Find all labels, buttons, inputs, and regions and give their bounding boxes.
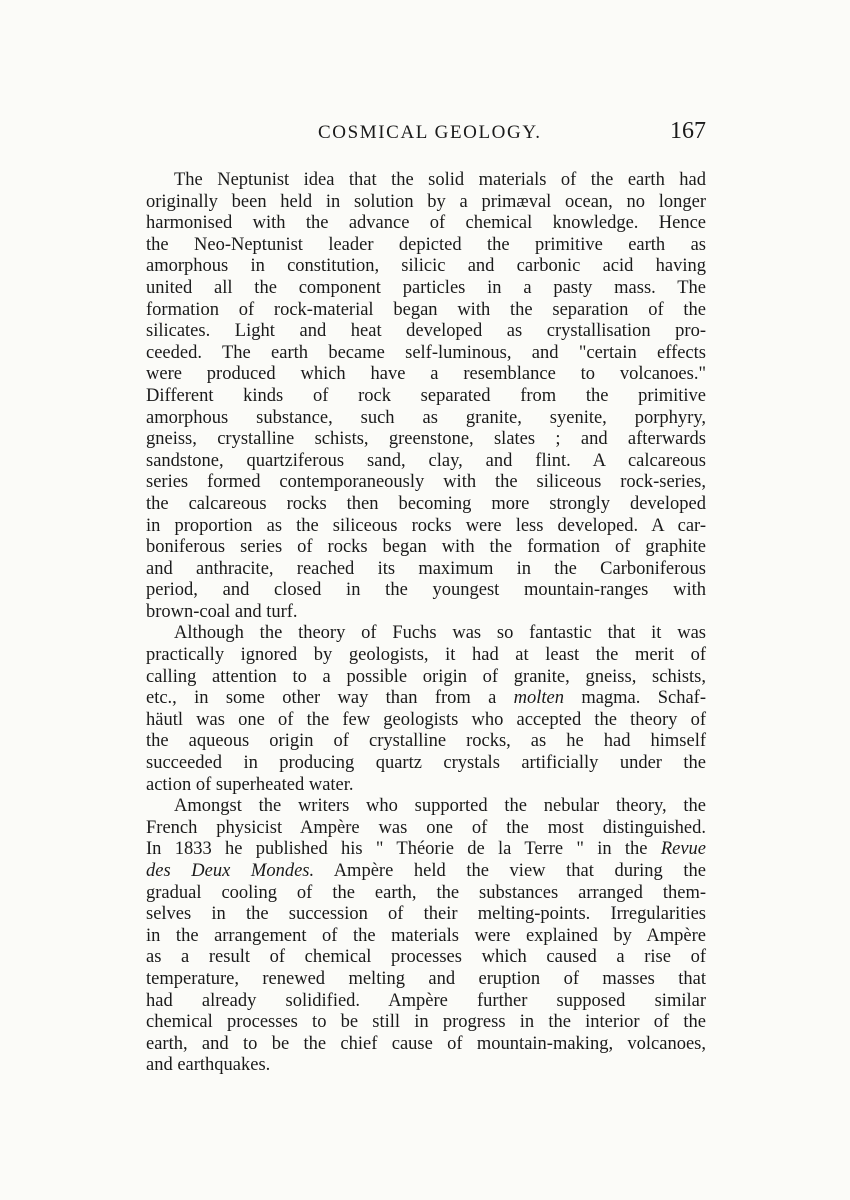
text-line: in the arrangement of the materials were explained by Ampère (146, 925, 706, 946)
text-line: temperature, renewed melting and eruption of masses that (146, 968, 706, 989)
text-line: Although the theory of Fuchs was so fantastic that it was (174, 623, 706, 644)
text-line: action of superheated water. (146, 774, 354, 795)
text-line: and earthquakes. (146, 1055, 271, 1076)
text-line: the aqueous origin of crystalline rocks, as he had himself (146, 731, 706, 752)
text-line: selves in the succession of their melting-points. Irregularities (146, 904, 706, 925)
page-number: 167 (670, 118, 706, 144)
text-line: ceeded. The earth became self-luminous, and "certain effects (146, 342, 706, 363)
text-line-with-italic (146, 839, 706, 861)
text-line: and anthracite, reached its maximum in the Carboniferous (146, 558, 706, 579)
text-line: were produced which have a resemblance to volcanoes." (146, 364, 706, 385)
text-segment: magma. Schaf- (564, 688, 706, 709)
body-text (146, 170, 706, 1077)
text-line: period, and closed in the youngest mountain-ranges with (146, 580, 706, 601)
text-line: in proportion as the siliceous rocks were less developed. A car- (146, 515, 706, 536)
italic-journal-title: des Deux Mondes. (146, 861, 315, 881)
text-line: series formed contemporaneously with the siliceous rock-series, (146, 472, 706, 493)
text-line: häutl was one of the few geologists who accepted the theory of (146, 709, 706, 730)
text-line: as a result of chemical processes which caused a rise of (146, 947, 706, 968)
text-line: brown-coal and turf. (146, 601, 298, 622)
text-line: chemical processes to be still in progress in the interior of the (146, 1012, 706, 1033)
text-line: united all the component particles in a pasty mass. The (146, 277, 706, 298)
paragraph-3 (146, 796, 706, 1077)
text-line: French physicist Ampère was one of the most distinguished. (146, 817, 706, 838)
text-line: The Neptunist idea that the solid materials of the earth had (174, 170, 706, 190)
text-line: sandstone, quartziferous sand, clay, and flint. A calcareous (146, 450, 706, 471)
text-line-with-italic (146, 688, 706, 710)
paragraph-2 (146, 623, 706, 796)
italic-word: molten (513, 688, 564, 709)
paragraph-1 (146, 170, 706, 623)
text-line: silicates. Light and heat developed as crystallisation pro- (146, 321, 706, 342)
text-line: succeeded in producing quartz crystals artificially under the (146, 753, 706, 774)
text-segment: In 1833 he published his " Théorie de la Terre " in the (146, 839, 661, 860)
text-line: had already solidified. Ampère further supposed similar (146, 990, 706, 1011)
text-line: practically ignored by geologists, it had at least the merit of (146, 645, 706, 666)
text-segment: etc., in some other way than from a (146, 688, 514, 709)
text-line: Amongst the writers who supported the nebular theory, the (174, 796, 706, 817)
text-line: the Neo-Neptunist leader depicted the primitive earth as (146, 234, 706, 255)
text-line: formation of rock-material began with the separation of the (146, 299, 706, 320)
text-line: harmonised with the advance of chemical knowledge. Hence (146, 213, 706, 234)
text-line: Different kinds of rock separated from the primitive (146, 385, 706, 406)
text-line-with-italic (146, 861, 706, 883)
running-head (146, 118, 706, 152)
text-line: the calcareous rocks then becoming more strongly developed (146, 493, 706, 514)
text-line: gneiss, crystalline schists, greenstone, slates ; and afterwards (146, 429, 706, 450)
running-title: COSMICAL GEOLOGY. (318, 122, 542, 143)
italic-journal-title: Revue (660, 839, 706, 860)
text-line: boniferous series of rocks began with the formation of graphite (146, 537, 706, 558)
text-line: originally been held in solution by a primæval ocean, no longer (146, 191, 706, 212)
text-line: earth, and to be the chief cause of mountain-making, volcanoes, (146, 1033, 706, 1054)
text-line: amorphous substance, such as granite, syenite, porphyry, (146, 407, 706, 428)
text-line: calling attention to a possible origin of granite, gneiss, schists, (146, 666, 706, 687)
text-line: gradual cooling of the earth, the substances arranged them- (146, 882, 706, 903)
text-segment: Ampère held the view that during the (314, 861, 706, 881)
text-line: amorphous in constitution, silicic and carbonic acid having (146, 256, 706, 277)
